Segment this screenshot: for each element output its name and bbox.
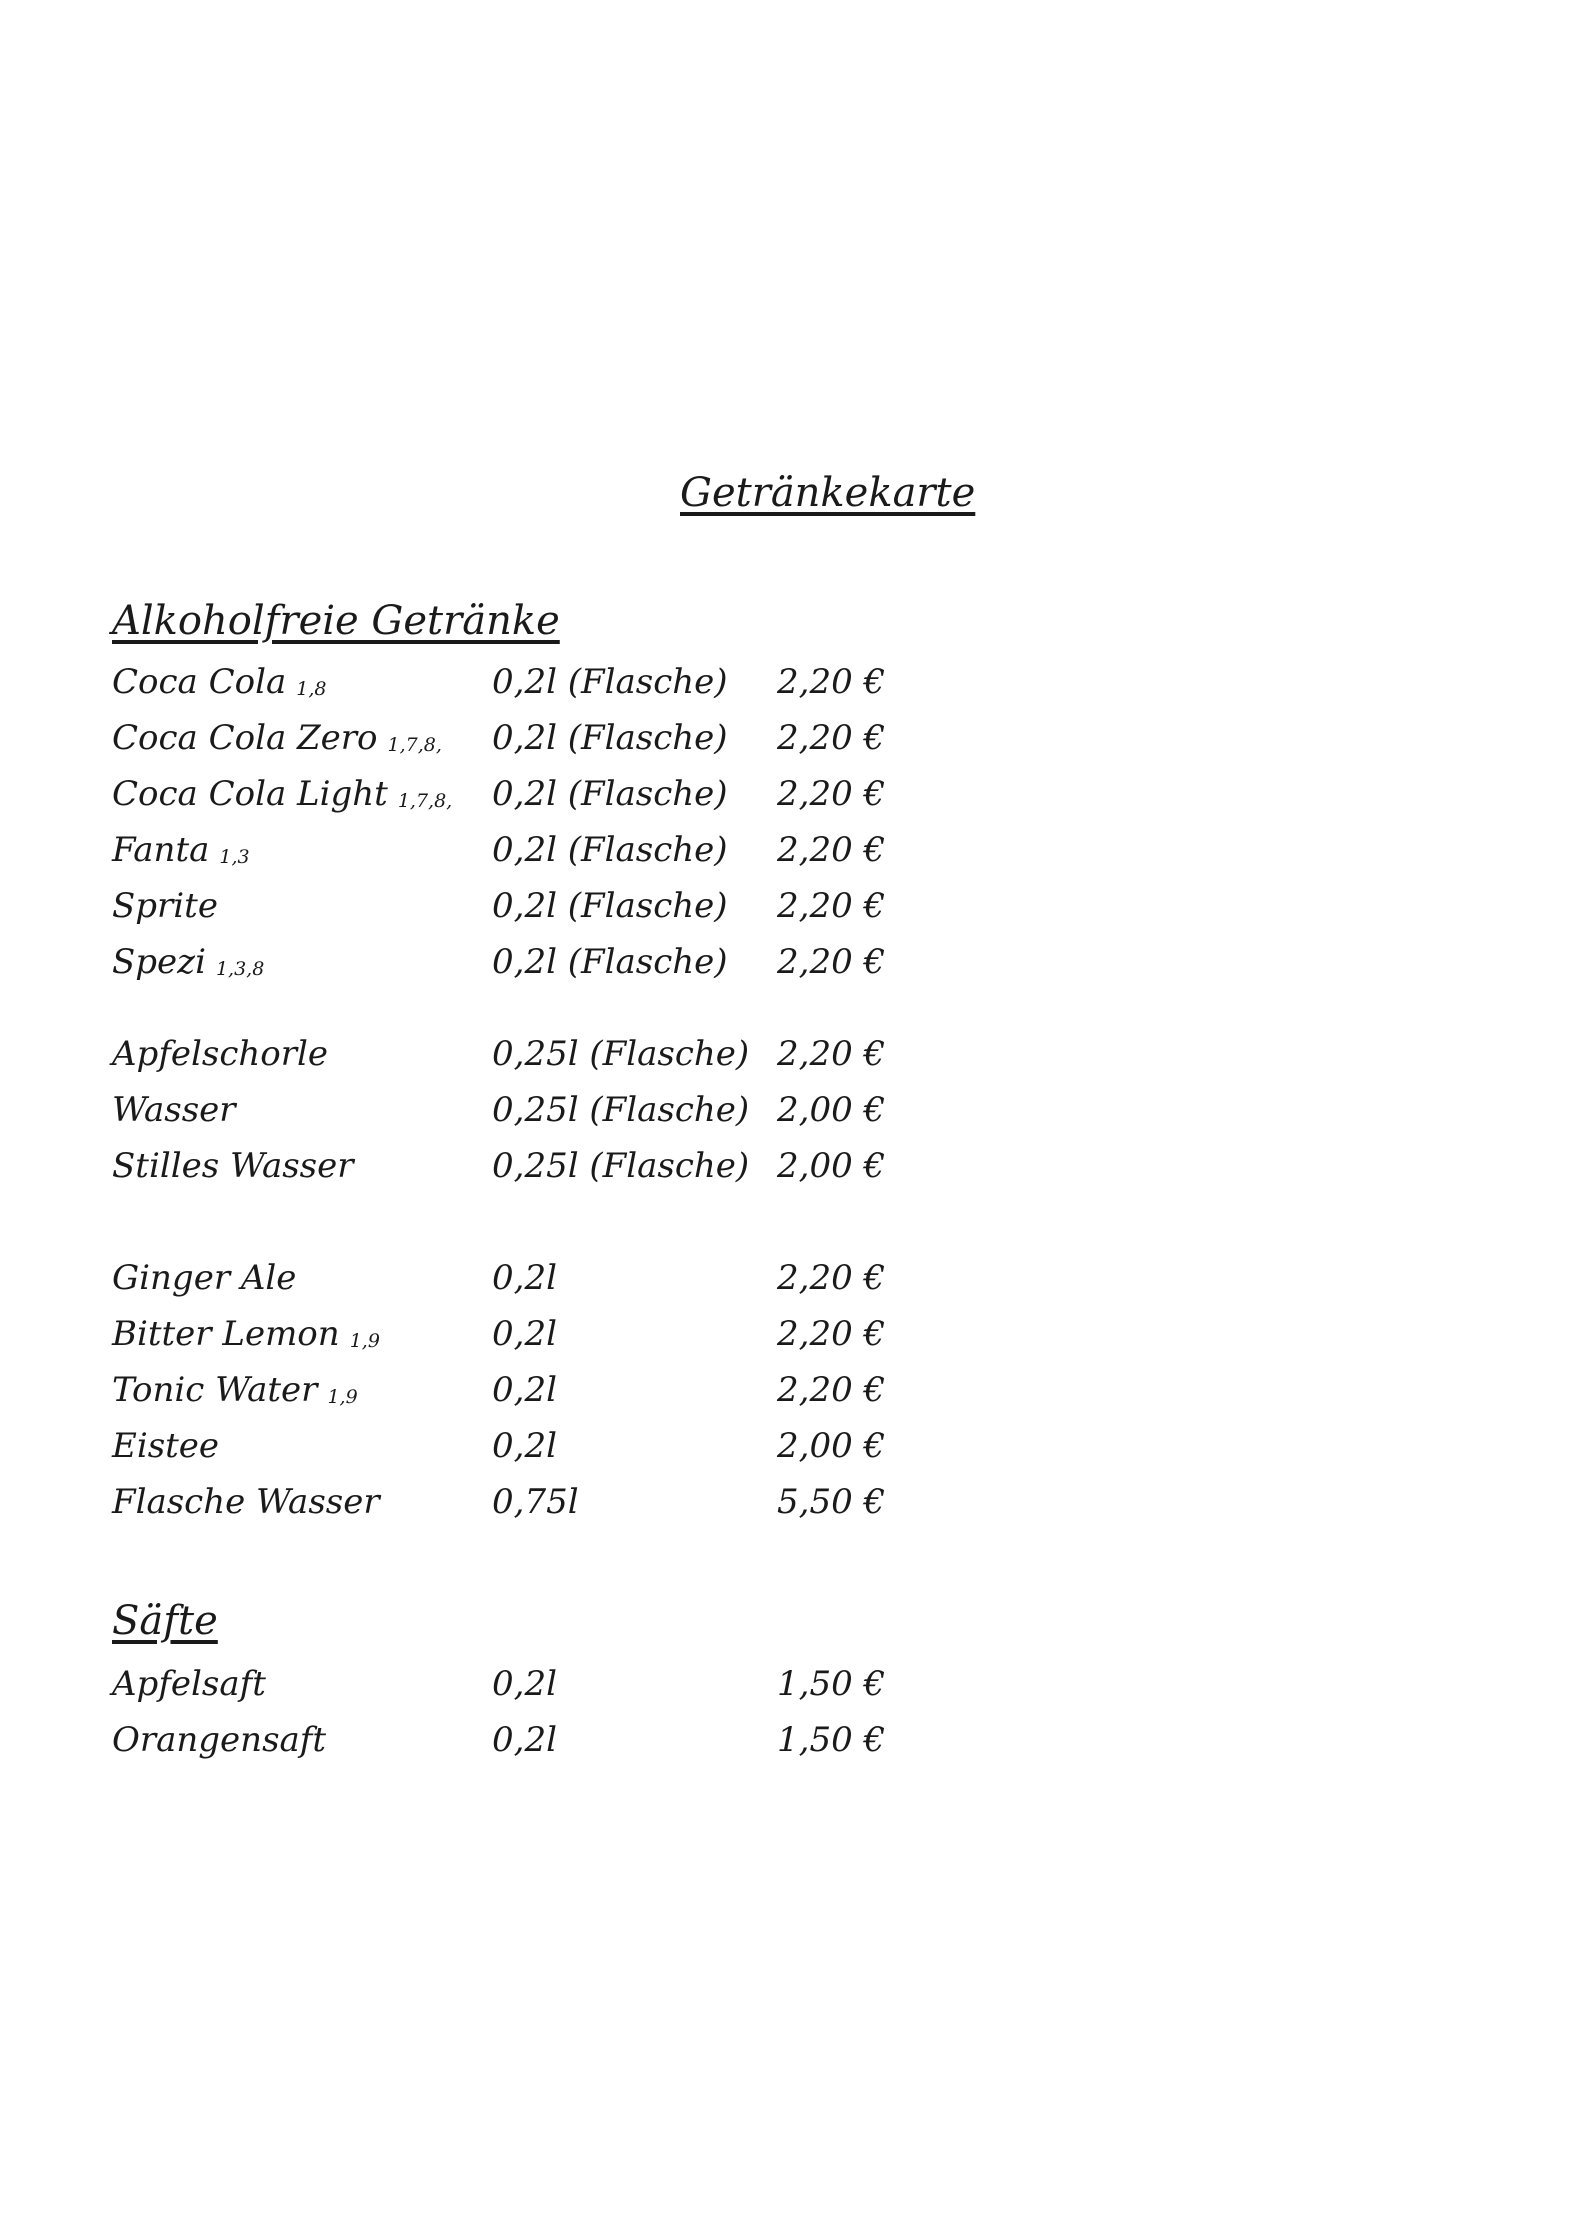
item-volume: 0,2l (Flasche)	[492, 830, 728, 870]
item-price: 2,20 €	[777, 830, 886, 870]
item-allergens: 1,9	[327, 1386, 358, 1408]
menu-item	[112, 1090, 892, 1140]
item-name: Ginger Ale	[112, 1258, 297, 1298]
item-name: Coca Cola Light 1,7,8,	[112, 774, 453, 814]
item-name: Coca Cola Zero 1,7,8,	[112, 718, 442, 758]
item-price: 5,50 €	[777, 1482, 886, 1522]
item-name: Sprite	[112, 886, 218, 926]
menu-item	[112, 886, 892, 936]
page-title: Getränkekarte	[680, 470, 976, 516]
item-name: Coca Cola 1,8	[112, 662, 327, 702]
item-name: Spezi 1,3,8	[112, 942, 265, 982]
item-allergens: 1,8	[296, 678, 327, 700]
item-name: Bitter Lemon 1,9	[112, 1314, 380, 1354]
item-price: 2,00 €	[777, 1146, 886, 1186]
item-volume: 0,2l	[492, 1370, 557, 1410]
menu-item	[112, 942, 892, 992]
item-name: Orangensaft	[112, 1720, 327, 1760]
item-price: 2,20 €	[777, 1258, 886, 1298]
item-price: 2,20 €	[777, 774, 886, 814]
menu-item	[112, 1482, 892, 1532]
item-volume: 0,2l	[492, 1664, 557, 1704]
item-volume: 0,25l (Flasche)	[492, 1034, 750, 1074]
menu-item	[112, 1370, 892, 1420]
menu-item	[112, 1720, 892, 1770]
item-volume: 0,2l	[492, 1258, 557, 1298]
item-price: 1,50 €	[777, 1720, 886, 1760]
menu-item	[112, 718, 892, 768]
item-allergens: 1,7,8,	[387, 734, 442, 756]
item-volume: 0,2l	[492, 1720, 557, 1760]
item-volume: 0,25l (Flasche)	[492, 1090, 750, 1130]
item-price: 2,20 €	[777, 1034, 886, 1074]
item-name: Apfelsaft	[112, 1664, 266, 1704]
item-volume: 0,2l	[492, 1426, 557, 1466]
menu-item	[112, 1314, 892, 1364]
item-volume: 0,2l	[492, 1314, 557, 1354]
menu-item	[112, 1146, 892, 1196]
item-price: 2,00 €	[777, 1090, 886, 1130]
item-volume: 0,25l (Flasche)	[492, 1146, 750, 1186]
menu-item	[112, 1426, 892, 1476]
item-price: 2,20 €	[777, 942, 886, 982]
item-allergens: 1,3,8	[215, 958, 265, 980]
item-name: Fanta 1,3	[112, 830, 250, 870]
item-volume: 0,2l (Flasche)	[492, 718, 728, 758]
menu-item	[112, 1664, 892, 1714]
section-heading-alkoholfreie: Alkoholfreie Getränke	[112, 598, 560, 644]
item-volume: 0,2l (Flasche)	[492, 774, 728, 814]
menu-item	[112, 774, 892, 824]
item-volume: 0,2l (Flasche)	[492, 886, 728, 926]
item-price: 2,00 €	[777, 1426, 886, 1466]
item-name: Apfelschorle	[112, 1034, 329, 1074]
item-name: Flasche Wasser	[112, 1482, 380, 1522]
item-price: 1,50 €	[777, 1664, 886, 1704]
item-price: 2,20 €	[777, 718, 886, 758]
menu-item	[112, 830, 892, 880]
item-name: Eistee	[112, 1426, 220, 1466]
menu-item	[112, 1034, 892, 1084]
item-price: 2,20 €	[777, 662, 886, 702]
item-price: 2,20 €	[777, 1370, 886, 1410]
item-name: Wasser	[112, 1090, 236, 1130]
item-volume: 0,2l (Flasche)	[492, 942, 728, 982]
menu-item	[112, 662, 892, 712]
item-allergens: 1,9	[349, 1330, 380, 1352]
item-name: Tonic Water 1,9	[112, 1370, 358, 1410]
section-heading-saefte: Säfte	[112, 1598, 218, 1644]
item-price: 2,20 €	[777, 1314, 886, 1354]
item-name: Stilles Wasser	[112, 1146, 354, 1186]
item-volume: 0,75l	[492, 1482, 579, 1522]
menu-item	[112, 1258, 892, 1308]
item-allergens: 1,3	[219, 846, 250, 868]
item-price: 2,20 €	[777, 886, 886, 926]
item-volume: 0,2l (Flasche)	[492, 662, 728, 702]
item-allergens: 1,7,8,	[397, 790, 453, 812]
